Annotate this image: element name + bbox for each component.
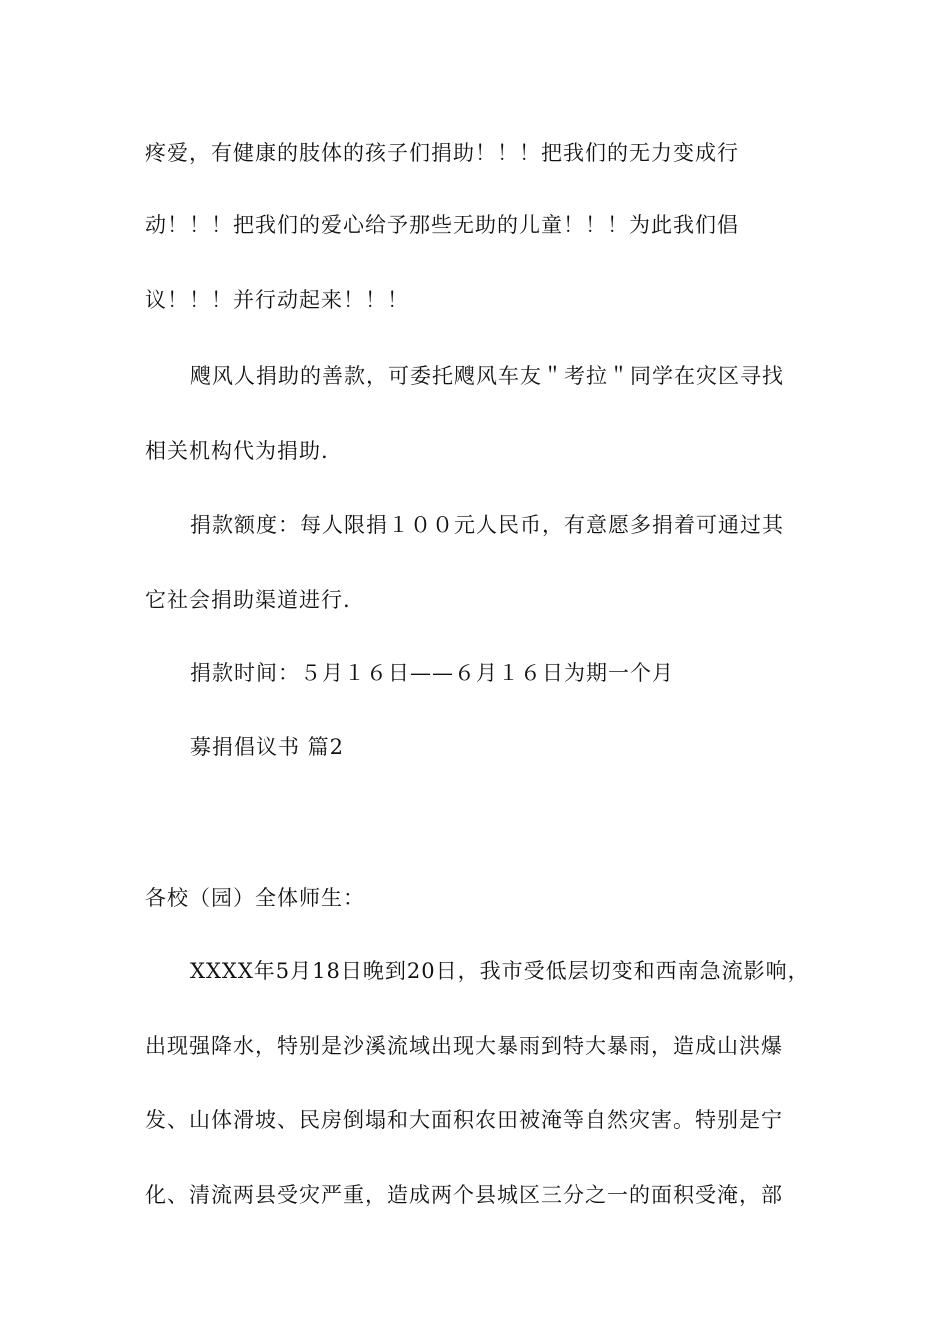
body-text-line: 议！！！并行动起来！！！ [145, 288, 409, 312]
body-text-line: 发、山体滑坡、民房倒塌和大面积农田被淹等自然灾害。特别是宁 [145, 1108, 783, 1132]
salutation-line: 各校（园）全体师生： [145, 886, 365, 910]
paragraph-start-line: XXXX年5月18日晚到20日，我市受低层切变和西南急流影响， [190, 959, 810, 983]
paragraph-start-line: 捐款额度：每人限捐１００元人民币，有意愿多捐着可通过其 [190, 513, 784, 537]
paragraph-start-line: 捐款时间：５月１６日——６月１６日为期一个月 [190, 661, 674, 685]
body-text-line: 化、清流两县受灾严重，造成两个县城区三分之一的面积受淹，部 [145, 1183, 783, 1207]
paragraph-start-line: 飕风人捐助的善款，可委托飕风车友＂考拉＂同学在灾区寻找 [190, 364, 784, 388]
body-text-line: 它社会捐助渠道进行. [145, 588, 351, 612]
body-text-line: 疼爱，有健康的肢体的孩子们捐助！！！把我们的无力变成行 [145, 141, 739, 165]
body-text-line: 出现强降水，特别是沙溪流域出现大暴雨到特大暴雨，造成山洪爆 [145, 1034, 783, 1058]
body-text-line: 相关机构代为捐助. [145, 439, 329, 463]
section-heading: 募捐倡议书 篇2 [190, 735, 345, 759]
body-text-line: 动！！！把我们的爱心给予那些无助的儿童！！！为此我们倡 [145, 213, 739, 237]
